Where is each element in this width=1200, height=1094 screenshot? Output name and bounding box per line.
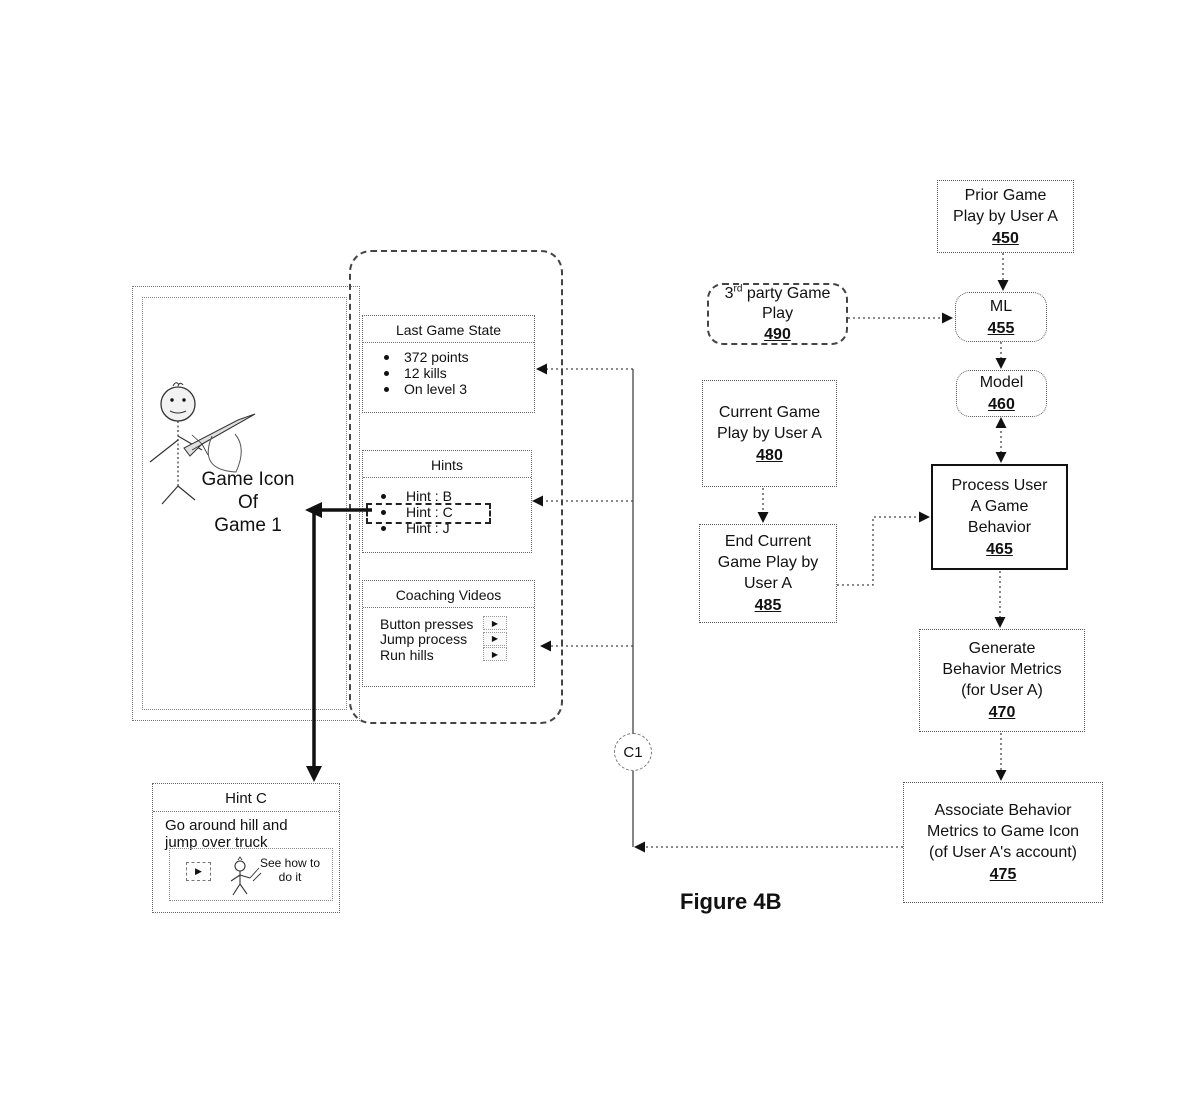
box-model-460: Model 460: [956, 370, 1047, 417]
hint-c-popup-body: Go around hill and jump over truck: [165, 817, 288, 851]
connector-c1: C1: [614, 733, 652, 771]
list-item: 12 kills: [363, 365, 534, 381]
last-game-state-title: Last Game State: [363, 316, 534, 343]
coaching-videos-panel: [362, 580, 535, 687]
box-ml-455: ML 455: [955, 292, 1047, 342]
play-icon[interactable]: ▶: [483, 647, 507, 661]
coaching-video-row: Run hills ▶: [363, 647, 534, 663]
list-item: 372 points: [363, 349, 534, 365]
figure-caption: Figure 4B: [680, 889, 782, 914]
play-icon[interactable]: ▶: [186, 862, 211, 881]
hints-panel: [362, 450, 532, 553]
coaching-video-row: Button presses ▶: [363, 616, 534, 632]
coaching-videos-title: Coaching Videos: [363, 581, 534, 608]
hint-video-box: [169, 848, 333, 901]
box-current-game-play-480: Current Game Play by User A 480: [702, 380, 837, 487]
last-game-state-panel: [362, 315, 535, 413]
box-associate-metrics-475: Associate Behavior Metrics to Game Icon (of User A's account) 475: [903, 782, 1103, 903]
box-third-party-game-play-490: 3rd party Game Play 490: [707, 283, 848, 345]
play-icon[interactable]: ▶: [483, 616, 507, 630]
bullet-icon: [384, 371, 389, 376]
box-process-behavior-465: Process User A Game Behavior 465: [931, 464, 1068, 570]
bullet-icon: [384, 387, 389, 392]
hint-item-j[interactable]: Hint : J: [363, 520, 531, 536]
list-item: On level 3: [363, 381, 534, 397]
hint-item-b[interactable]: Hint : B: [363, 488, 531, 504]
coaching-video-row: Jump process ▶: [363, 632, 534, 648]
box-generate-metrics-470: Generate Behavior Metrics (for User A) 470: [919, 629, 1085, 732]
hint-c-popup-title: Hint C: [153, 784, 339, 812]
box-end-game-play-485: End Current Game Play by User A 485: [699, 524, 837, 623]
bullet-icon: [381, 526, 386, 531]
hint-item-c[interactable]: Hint : C: [363, 504, 531, 520]
see-how-caption: See how to do it: [259, 856, 321, 884]
hints-title: Hints: [363, 451, 531, 478]
hint-c-popup: [152, 783, 340, 913]
bullet-icon: [384, 355, 389, 360]
box-prior-game-play-450: Prior Game Play by User A 450: [937, 180, 1074, 253]
hint-c-selection-box: [366, 503, 491, 524]
play-icon[interactable]: ▶: [483, 632, 507, 646]
game-icon-label: Game Icon Of Game 1: [201, 469, 295, 536]
bullet-icon: [381, 494, 386, 499]
